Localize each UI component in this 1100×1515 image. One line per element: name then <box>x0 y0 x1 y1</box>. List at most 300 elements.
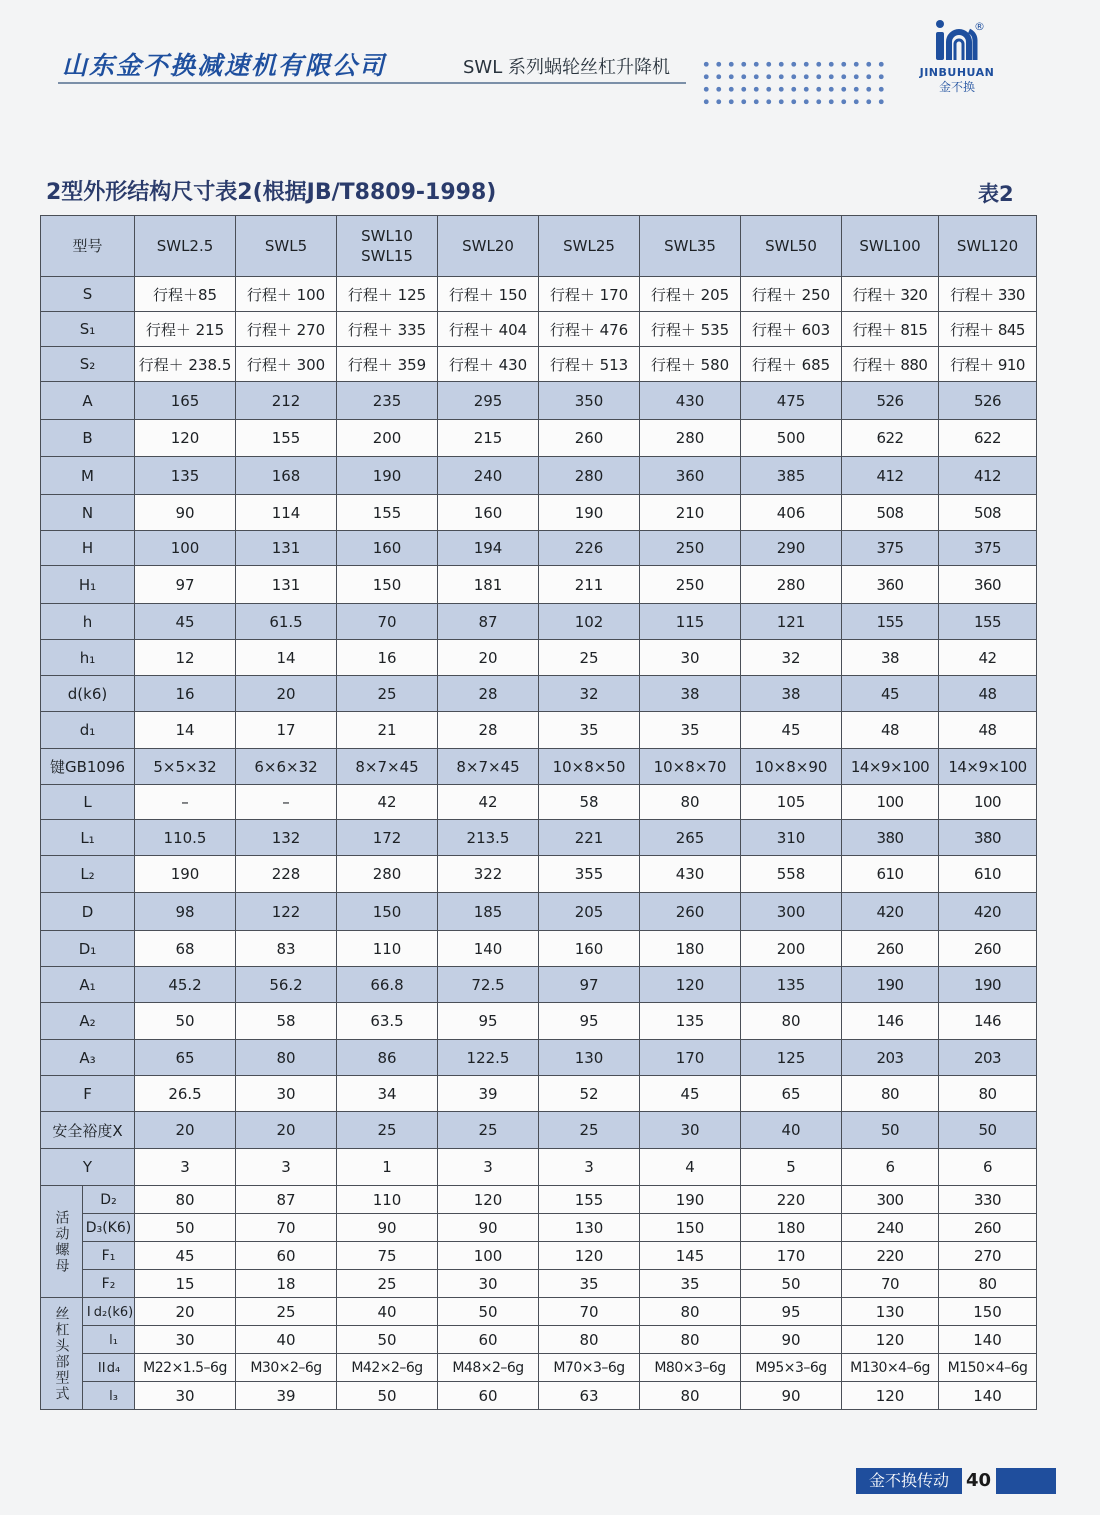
table-number: 表2 <box>978 182 1014 206</box>
table-row <box>41 312 1037 347</box>
table-cell: 52 <box>539 1076 640 1112</box>
table-cell: 40 <box>337 1298 438 1326</box>
table-cell: 260 <box>539 420 640 457</box>
table-cell: 65 <box>741 1076 842 1112</box>
row-label: D₃(K6) <box>83 1214 135 1242</box>
table-cell: 35 <box>539 712 640 749</box>
group-label-screw: 丝杠头部型式 <box>41 1298 83 1410</box>
table-cell: 135 <box>640 1003 741 1040</box>
table-cell: 87 <box>438 604 539 640</box>
table-cell: 83 <box>236 931 337 967</box>
row-label: B <box>41 420 135 457</box>
table-cell: 203 <box>842 1040 939 1076</box>
table-cell: 155 <box>236 420 337 457</box>
table-cell: 行程＋ 335 <box>337 312 438 347</box>
table-cell: 360 <box>842 566 939 604</box>
table-cell: 190 <box>842 967 939 1003</box>
table-cell: 212 <box>236 382 337 420</box>
table-cell: 70 <box>337 604 438 640</box>
table-row <box>41 495 1037 531</box>
table-cell: 39 <box>438 1076 539 1112</box>
table-cell: 146 <box>842 1003 939 1040</box>
table-cell: M70×3–6g <box>539 1354 640 1382</box>
table-cell: 146 <box>939 1003 1037 1040</box>
table-cell: 508 <box>842 495 939 531</box>
table-row <box>41 640 1037 676</box>
table-cell: 28 <box>438 712 539 749</box>
table-cell: 280 <box>640 420 741 457</box>
table-cell: 260 <box>640 893 741 931</box>
table-cell: 3 <box>135 1149 236 1186</box>
table-cell: 110 <box>337 931 438 967</box>
row-label: 安全裕度X <box>41 1112 135 1149</box>
table-cell: 215 <box>438 420 539 457</box>
table-row <box>41 277 1037 312</box>
table-cell: 205 <box>539 893 640 931</box>
table-cell: 30 <box>236 1076 337 1112</box>
table-row <box>41 457 1037 495</box>
table-cell: 50 <box>135 1214 236 1242</box>
table-row <box>41 893 1037 931</box>
table-row <box>41 604 1037 640</box>
table-cell: – <box>236 785 337 820</box>
table-cell: 45 <box>640 1076 741 1112</box>
table-cell: 98 <box>135 893 236 931</box>
table-row <box>41 785 1037 820</box>
table-cell: 100 <box>939 785 1037 820</box>
row-label: S₂ <box>41 347 135 382</box>
table-cell: 38 <box>741 676 842 712</box>
table-cell: 360 <box>640 457 741 495</box>
table-cell: 行程＋ 359 <box>337 347 438 382</box>
table-cell: 220 <box>842 1242 939 1270</box>
table-cell: 行程＋ 250 <box>741 277 842 312</box>
table-cell: 350 <box>539 382 640 420</box>
table-cell: 190 <box>939 967 1037 1003</box>
table-cell: 50 <box>337 1382 438 1410</box>
table-cell: 14 <box>236 640 337 676</box>
table-cell: 行程＋ 580 <box>640 347 741 382</box>
table-cell: 90 <box>135 495 236 531</box>
table-cell: 48 <box>939 712 1037 749</box>
table-cell: 25 <box>337 676 438 712</box>
table-cell: 28 <box>438 676 539 712</box>
table-cell: 80 <box>741 1003 842 1040</box>
table-cell: 行程＋ 603 <box>741 312 842 347</box>
table-cell: 87 <box>236 1186 337 1214</box>
logo-english-text: JINBUHUAN <box>919 66 995 79</box>
table-cell: 20 <box>438 640 539 676</box>
table-cell: 280 <box>741 566 842 604</box>
table-row <box>41 531 1037 566</box>
table-cell: 200 <box>337 420 438 457</box>
table-cell: 70 <box>539 1298 640 1326</box>
table-cell: 行程＋ 685 <box>741 347 842 382</box>
table-cell: 行程＋ 430 <box>438 347 539 382</box>
table-cell: 1 <box>337 1149 438 1186</box>
table-cell: 110 <box>337 1186 438 1214</box>
row-label: S <box>41 277 135 312</box>
table-cell: 226 <box>539 531 640 566</box>
header-cell: SWL10 SWL15 <box>337 216 438 277</box>
table-cell: 行程＋ 238.5 <box>135 347 236 382</box>
table-cell: 25 <box>236 1298 337 1326</box>
table-cell: 140 <box>939 1326 1037 1354</box>
table-row <box>41 1076 1037 1112</box>
table-cell: 行程＋ 205 <box>640 277 741 312</box>
table-cell: 180 <box>640 931 741 967</box>
table-cell: 80 <box>539 1326 640 1354</box>
table-cell: 115 <box>640 604 741 640</box>
table-cell: 行程＋ 170 <box>539 277 640 312</box>
table-cell: 100 <box>842 785 939 820</box>
table-cell: 260 <box>939 931 1037 967</box>
table-cell: 行程＋ 845 <box>939 312 1037 347</box>
table-cell: 120 <box>640 967 741 1003</box>
table-cell: 122 <box>236 893 337 931</box>
table-cell: 35 <box>640 712 741 749</box>
table-cell: M150×4–6g <box>939 1354 1037 1382</box>
table-row <box>41 856 1037 893</box>
header-cell: SWL25 <box>539 216 640 277</box>
table-cell: 72.5 <box>438 967 539 1003</box>
table-cell: 39 <box>236 1382 337 1410</box>
table-cell: 50 <box>135 1003 236 1040</box>
table-cell: 130 <box>539 1040 640 1076</box>
table-cell: 6 <box>939 1149 1037 1186</box>
table-cell: 80 <box>640 1382 741 1410</box>
table-cell: 行程＋ 330 <box>939 277 1037 312</box>
table-cell: 526 <box>842 382 939 420</box>
table-cell: 130 <box>539 1214 640 1242</box>
table-cell: 80 <box>842 1076 939 1112</box>
table-row <box>41 1326 1037 1354</box>
row-label: L₂ <box>41 856 135 893</box>
table-cell: 380 <box>842 820 939 856</box>
table-cell: 80 <box>939 1270 1037 1298</box>
table-cell: 120 <box>438 1186 539 1214</box>
table-cell: 45 <box>741 712 842 749</box>
table-cell: M22×1.5–6g <box>135 1354 236 1382</box>
header-cell: SWL5 <box>236 216 337 277</box>
table-cell: 406 <box>741 495 842 531</box>
table-row <box>41 1242 1037 1270</box>
table-row <box>41 1270 1037 1298</box>
company-name: 山东金不换减速机有限公司 <box>62 51 387 80</box>
table-cell: 280 <box>539 457 640 495</box>
table-cell: 270 <box>939 1242 1037 1270</box>
table-cell: 25 <box>438 1112 539 1149</box>
table-cell: 131 <box>236 566 337 604</box>
header-cell: SWL20 <box>438 216 539 277</box>
table-cell: 68 <box>135 931 236 967</box>
table-cell: 295 <box>438 382 539 420</box>
table-cell: 8×7×45 <box>438 749 539 785</box>
table-row <box>41 566 1037 604</box>
table-cell: 300 <box>741 893 842 931</box>
table-cell: 260 <box>939 1214 1037 1242</box>
table-cell: 120 <box>135 420 236 457</box>
row-label <box>83 1298 135 1326</box>
table-cell: 60 <box>438 1326 539 1354</box>
table-cell: 130 <box>842 1298 939 1326</box>
header-cell: SWL35 <box>640 216 741 277</box>
table-cell: 14×9×100 <box>939 749 1037 785</box>
table-cell: 4 <box>640 1149 741 1186</box>
table-cell: 90 <box>741 1382 842 1410</box>
row-label-text: l₁ <box>109 1332 118 1348</box>
row-label: h <box>41 604 135 640</box>
table-cell: 412 <box>842 457 939 495</box>
table-cell: 622 <box>842 420 939 457</box>
table-cell: 86 <box>337 1040 438 1076</box>
table-cell: 25 <box>539 1112 640 1149</box>
table-cell: 330 <box>939 1186 1037 1214</box>
table-cell: 20 <box>236 1112 337 1149</box>
head-type-marker: II <box>97 1360 106 1376</box>
row-label <box>83 1354 135 1382</box>
table-cell: 90 <box>741 1326 842 1354</box>
table-cell: 30 <box>640 640 741 676</box>
table-cell: 15 <box>135 1270 236 1298</box>
row-label: F <box>41 1076 135 1112</box>
table-cell: 38 <box>640 676 741 712</box>
table-cell: 190 <box>539 495 640 531</box>
table-header-row <box>41 216 1037 277</box>
table-cell: 228 <box>236 856 337 893</box>
table-row <box>41 1354 1037 1382</box>
table-row <box>41 1149 1037 1186</box>
table-cell: 58 <box>539 785 640 820</box>
table-cell: 30 <box>135 1382 236 1410</box>
table-cell: 45 <box>135 604 236 640</box>
row-label: H₁ <box>41 566 135 604</box>
table-row <box>41 712 1037 749</box>
head-type-marker: I <box>86 1304 91 1320</box>
table-cell: 65 <box>135 1040 236 1076</box>
table-cell: 100 <box>438 1242 539 1270</box>
table-cell: 240 <box>842 1214 939 1242</box>
table-cell: 20 <box>236 676 337 712</box>
row-label: Y <box>41 1149 135 1186</box>
table-cell: M130×4–6g <box>842 1354 939 1382</box>
table-row <box>41 967 1037 1003</box>
table-cell: 165 <box>135 382 236 420</box>
table-cell: 63.5 <box>337 1003 438 1040</box>
table-cell: 508 <box>939 495 1037 531</box>
table-cell: 行程＋ 215 <box>135 312 236 347</box>
table-cell: 70 <box>842 1270 939 1298</box>
table-cell: 行程＋ 300 <box>236 347 337 382</box>
row-label: H <box>41 531 135 566</box>
table-cell: 30 <box>438 1270 539 1298</box>
table-cell: 420 <box>842 893 939 931</box>
table-cell: 行程＋ 404 <box>438 312 539 347</box>
row-label <box>83 1326 135 1354</box>
table-cell: 160 <box>539 931 640 967</box>
table-cell: 16 <box>135 676 236 712</box>
table-cell: 35 <box>640 1270 741 1298</box>
table-cell: 50 <box>939 1112 1037 1149</box>
table-cell: 150 <box>337 566 438 604</box>
table-cell: 430 <box>640 382 741 420</box>
table-cell: 32 <box>539 676 640 712</box>
table-cell: 610 <box>842 856 939 893</box>
row-label: F₁ <box>83 1242 135 1270</box>
table-cell: 6 <box>842 1149 939 1186</box>
table-cell: 185 <box>438 893 539 931</box>
table-cell: 50 <box>337 1326 438 1354</box>
table-cell: 3 <box>539 1149 640 1186</box>
series-title: SWL 系列蜗轮丝杠升降机 <box>463 57 670 78</box>
page-title: 2型外形结构尺寸表2(根据JB/T8809-1998) <box>46 180 497 205</box>
table-cell: 行程＋ 125 <box>337 277 438 312</box>
row-label <box>83 1382 135 1410</box>
table-cell: 12 <box>135 640 236 676</box>
table-cell: 260 <box>842 931 939 967</box>
dimension-table <box>40 215 1037 1410</box>
table-cell: 75 <box>337 1242 438 1270</box>
table-cell: 145 <box>640 1242 741 1270</box>
table-cell: 70 <box>236 1214 337 1242</box>
table-cell: 240 <box>438 457 539 495</box>
table-cell: 140 <box>939 1382 1037 1410</box>
table-cell: 32 <box>741 640 842 676</box>
row-label: 键GB1096 <box>41 749 135 785</box>
row-label-text: d₂(k6) <box>93 1304 134 1320</box>
table-cell: 48 <box>939 676 1037 712</box>
table-row <box>41 347 1037 382</box>
table-cell: M48×2–6g <box>438 1354 539 1382</box>
table-cell: 135 <box>135 457 236 495</box>
table-cell: 45 <box>135 1242 236 1270</box>
row-label: M <box>41 457 135 495</box>
table-cell: 105 <box>741 785 842 820</box>
table-cell: 42 <box>337 785 438 820</box>
table-cell: 45.2 <box>135 967 236 1003</box>
table-cell: 210 <box>640 495 741 531</box>
table-cell: 500 <box>741 420 842 457</box>
table-row <box>41 1298 1037 1326</box>
table-cell: 121 <box>741 604 842 640</box>
table-cell: 60 <box>438 1382 539 1410</box>
table-cell: 80 <box>236 1040 337 1076</box>
table-cell: 80 <box>135 1186 236 1214</box>
table-cell: 行程＋ 815 <box>842 312 939 347</box>
table-cell: 190 <box>640 1186 741 1214</box>
table-cell: M80×3–6g <box>640 1354 741 1382</box>
table-row <box>41 1214 1037 1242</box>
table-row <box>41 1382 1037 1410</box>
table-row <box>41 382 1037 420</box>
table-cell: 200 <box>741 931 842 967</box>
table-cell: M95×3–6g <box>741 1354 842 1382</box>
table-cell: 221 <box>539 820 640 856</box>
table-cell: 420 <box>939 893 1037 931</box>
table-cell: 558 <box>741 856 842 893</box>
table-cell: 行程＋85 <box>135 277 236 312</box>
registered-mark: ® <box>974 20 985 33</box>
table-cell: 172 <box>337 820 438 856</box>
row-label-text: l₃ <box>109 1388 118 1404</box>
table-cell: 90 <box>438 1214 539 1242</box>
table-cell: 30 <box>640 1112 741 1149</box>
table-cell: 155 <box>539 1186 640 1214</box>
table-cell: 行程＋ 320 <box>842 277 939 312</box>
header-divider <box>58 82 686 84</box>
table-cell: 180 <box>741 1214 842 1242</box>
row-label: A <box>41 382 135 420</box>
table-cell: 375 <box>842 531 939 566</box>
table-cell: 412 <box>939 457 1037 495</box>
table-cell: 80 <box>640 1326 741 1354</box>
table-row <box>41 1003 1037 1040</box>
row-label: d(k6) <box>41 676 135 712</box>
table-cell: 18 <box>236 1270 337 1298</box>
table-cell: 280 <box>337 856 438 893</box>
table-cell: 155 <box>337 495 438 531</box>
table-cell: 40 <box>236 1326 337 1354</box>
table-cell: 16 <box>337 640 438 676</box>
table-cell: 132 <box>236 820 337 856</box>
table-cell: 10×8×70 <box>640 749 741 785</box>
table-cell: 360 <box>939 566 1037 604</box>
table-cell: 42 <box>939 640 1037 676</box>
table-cell: 8×7×45 <box>337 749 438 785</box>
table-cell: 190 <box>135 856 236 893</box>
table-cell: 203 <box>939 1040 1037 1076</box>
table-cell: 250 <box>640 566 741 604</box>
table-cell: 385 <box>741 457 842 495</box>
table-cell: 114 <box>236 495 337 531</box>
table-cell: 40 <box>741 1112 842 1149</box>
table-cell: 10×8×90 <box>741 749 842 785</box>
table-cell: 235 <box>337 382 438 420</box>
row-label: d₁ <box>41 712 135 749</box>
table-row <box>41 1112 1037 1149</box>
logo-chinese-text: 金不换 <box>938 80 975 94</box>
table-cell: 21 <box>337 712 438 749</box>
table-cell: 14 <box>135 712 236 749</box>
table-cell: 122.5 <box>438 1040 539 1076</box>
table-row <box>41 931 1037 967</box>
table-cell: 行程＋ 513 <box>539 347 640 382</box>
table-cell: 56.2 <box>236 967 337 1003</box>
table-cell: 5 <box>741 1149 842 1186</box>
row-label: D₁ <box>41 931 135 967</box>
table-cell: 140 <box>438 931 539 967</box>
table-cell: 80 <box>640 785 741 820</box>
table-cell: 行程＋ 476 <box>539 312 640 347</box>
table-cell: 355 <box>539 856 640 893</box>
table-cell: 213.5 <box>438 820 539 856</box>
table-cell: 380 <box>939 820 1037 856</box>
table-cell: 475 <box>741 382 842 420</box>
table-cell: 160 <box>337 531 438 566</box>
table-cell: – <box>135 785 236 820</box>
table-cell: 220 <box>741 1186 842 1214</box>
header-cell: SWL120 <box>939 216 1037 277</box>
table-cell: 30 <box>135 1326 236 1354</box>
row-label: N <box>41 495 135 531</box>
row-label: D₂ <box>83 1186 135 1214</box>
table-cell: 250 <box>640 531 741 566</box>
row-label: L₁ <box>41 820 135 856</box>
table-cell: 25 <box>539 640 640 676</box>
table-cell: 3 <box>236 1149 337 1186</box>
table-cell: 322 <box>438 856 539 893</box>
table-cell: 610 <box>939 856 1037 893</box>
